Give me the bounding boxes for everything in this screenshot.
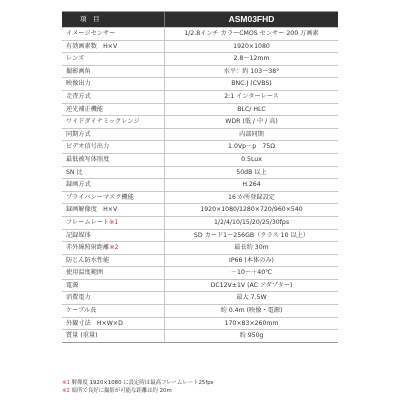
spec-value: 16 か所登録設定 (228, 193, 275, 201)
spec-label: 外観寸法 H×W×D (62, 318, 165, 330)
table-row (62, 128, 338, 141)
spec-label: 消費電力 (62, 292, 165, 304)
table-row (62, 90, 338, 103)
table-row (62, 153, 338, 166)
table-row (62, 216, 338, 229)
footnote: ※2 暗所で良好に撮影が可能な距離は約 20m (62, 388, 172, 394)
footnote: ※1 解像度 1920×1080 に設定時は最高フレームレート25fps (62, 380, 214, 386)
footnote-mark: ※1 (109, 218, 119, 226)
spec-value: 1/2.8インチ カラーCMOS センサー 200 万画素 (184, 30, 319, 37)
spec-value: IP66 (本体のみ) (229, 256, 274, 264)
spec-label: 記録媒体 (62, 230, 165, 242)
spec-label: 使用温度範囲 (62, 267, 165, 279)
table-row (62, 140, 338, 153)
table-row (62, 77, 338, 90)
footnote-mark: ※2 (109, 244, 119, 252)
spec-label: 質量 (重量) (62, 330, 165, 342)
spec-value: 170×83×260mm (224, 319, 279, 327)
spec-label: 録画解像度 H×V (62, 204, 165, 216)
spec-value: DC12V±1V (AC アダプター) (210, 281, 293, 289)
spec-label: レンズ (62, 53, 165, 65)
table-row (62, 291, 338, 304)
spec-label: ケーブル長 (62, 305, 165, 317)
spec-value: 1.0Vp－p 75Ω (228, 143, 275, 151)
spec-label: 逆光補正機能 (62, 104, 165, 116)
spec-value: 最長約 30m (234, 244, 269, 252)
spec-label: 最低被写体照度 (62, 154, 165, 166)
table-row (62, 27, 338, 40)
spec-value: 0.5Lux (241, 155, 262, 163)
spec-label: 映像出力 (62, 78, 165, 90)
spec-value: 約 950g (239, 332, 264, 340)
spec-table (62, 11, 338, 343)
spec-label: 同期方式 (62, 129, 165, 141)
table-row (62, 103, 338, 116)
spec-value: 内部同期 (239, 130, 264, 138)
spec-label: SN 比 (62, 167, 165, 179)
spec-value: BLC/ HLC (237, 105, 266, 113)
spec-label: フレームレート※1 (62, 217, 165, 229)
spec-value: 約 0.4m (映像・電源) (220, 307, 283, 315)
table-row (62, 178, 338, 191)
spec-value: H.264 (242, 181, 261, 189)
table-row (62, 166, 338, 179)
spec-label: 防じん防水性能 (62, 255, 165, 267)
spec-label: 有効画素数 H×V (62, 41, 165, 53)
spec-value: 50dB 以上 (236, 168, 267, 176)
spec-value: 1920×1080 (233, 42, 270, 50)
table-row (62, 254, 338, 267)
table-row (62, 241, 338, 254)
spec-label: 赤外線照射距離※2 (62, 242, 165, 254)
item-header-label: 項 目 (62, 12, 165, 27)
spec-label: ワイドダイナミックレンジ (62, 116, 165, 128)
spec-label: プライバシーマスク機能 (62, 192, 165, 204)
spec-value: 2:1 インターレース (224, 92, 279, 100)
model-name: ASM03FHD (228, 14, 275, 24)
spec-label: 走査方式 (62, 91, 165, 103)
spec-value: 最大 7.5W (236, 294, 267, 302)
spec-label: 電源 (62, 280, 165, 292)
table-body (62, 27, 338, 342)
table-row (62, 40, 338, 53)
spec-value: －10～＋40℃ (230, 269, 273, 277)
spec-value: 2.8～12mm (233, 55, 270, 63)
table-row (62, 229, 338, 242)
table-row (62, 203, 338, 216)
spec-label: イメージセンサー (62, 28, 165, 40)
table-row (62, 65, 338, 78)
table-row (62, 329, 338, 342)
spec-value: 水平：約 103～38° (223, 67, 280, 75)
spec-value: BNC.J (CVBS) (231, 80, 272, 88)
table-header (62, 12, 338, 27)
spec-label: 録画方式 (62, 179, 165, 191)
table-row (62, 191, 338, 204)
table-row (62, 115, 338, 128)
table-row (62, 266, 338, 279)
table-row (62, 317, 338, 330)
footnotes (62, 379, 352, 395)
table-row (62, 52, 338, 65)
spec-label: 撮影画角 (62, 66, 165, 78)
spec-value: WDR (低 / 中 / 高) (225, 118, 278, 126)
table-row (62, 279, 338, 292)
spec-value: 1920×1080/1280×720/960×540 (200, 206, 303, 214)
spec-label: ビデオ信号出力 (62, 141, 165, 153)
table-row (62, 304, 338, 317)
spec-value: SD カード1～256GB（クラス 10 以上） (193, 231, 310, 239)
spec-value: 1/2/4/10/15/20/25/30fps (213, 218, 290, 226)
